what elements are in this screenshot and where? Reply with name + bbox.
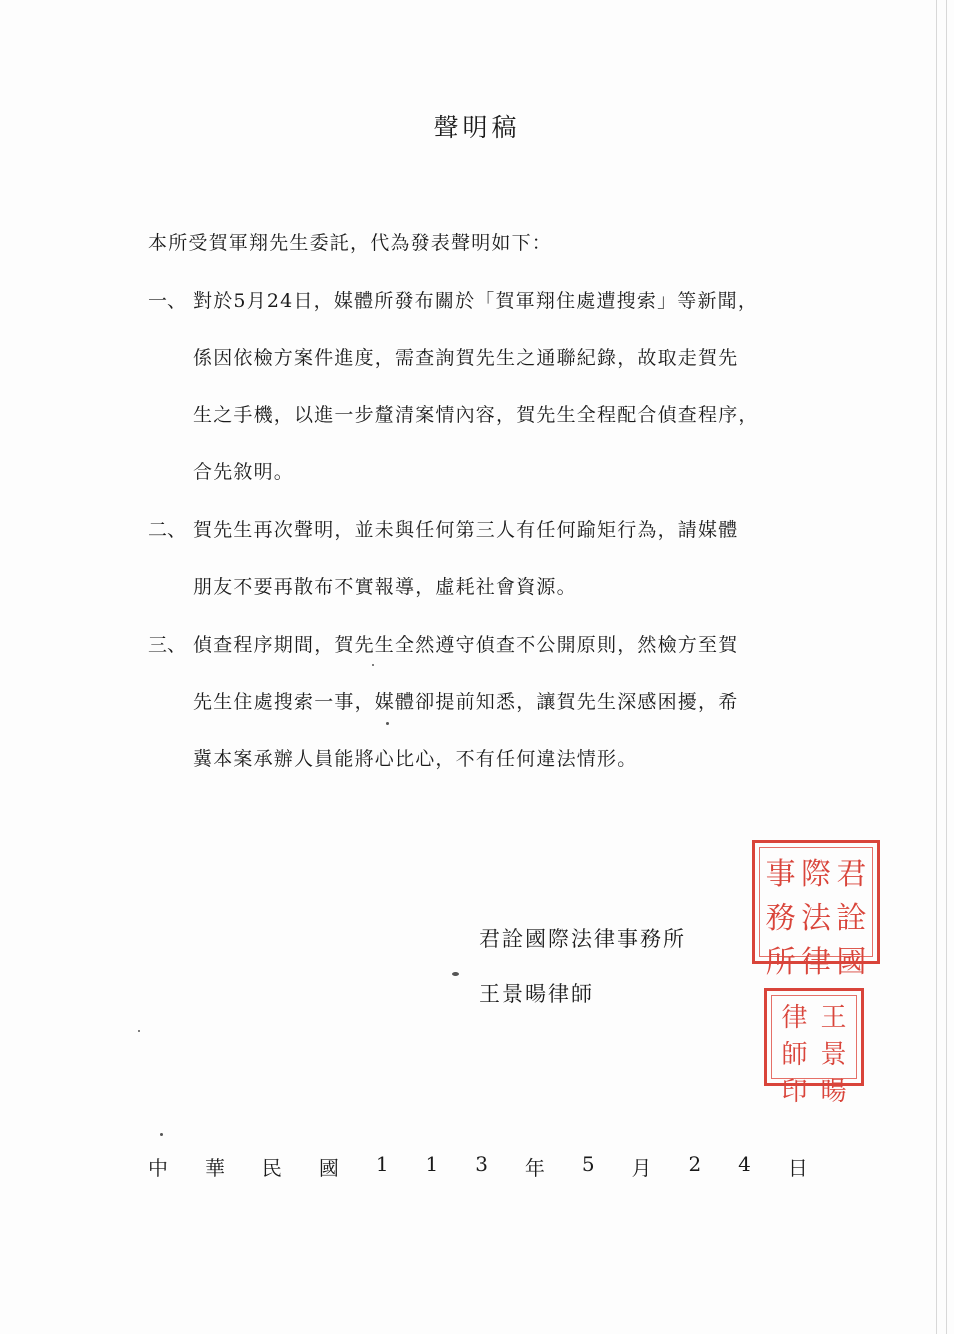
scan-speck [160, 1133, 163, 1136]
lawyer-seal-char: 師 [781, 1040, 808, 1070]
firm-seal-char: 事 [765, 857, 796, 892]
lawyer-seal-char: 王 [820, 1003, 847, 1033]
page-title: 聲明稿 [433, 113, 521, 142]
item-1-line-3: 生之手機，以進一步釐清案情內容，賀先生全程配合偵查程序， [193, 404, 759, 426]
signature-firm: 君詮國際法律事務所 [479, 927, 686, 951]
date-char: 日 [787, 1156, 808, 1180]
date-char: 月 [631, 1156, 652, 1180]
date-char: 民 [261, 1156, 282, 1180]
date-char: 5 [581, 1152, 595, 1176]
date-line [148, 1152, 808, 1181]
date-char: 華 [204, 1156, 225, 1180]
item-marker-2: 二、 [148, 519, 187, 541]
scan-speck [386, 722, 389, 725]
lawyer-seal-char: 律 [781, 1003, 808, 1033]
item-2-line-1: 賀先生再次聲明，並未與任何第三人有任何踰矩行為，請媒體 [193, 519, 739, 541]
item-3-line-2: 先生住處搜索一事，媒體卻提前知悉，讓賀先生深感困擾，希 [193, 691, 739, 713]
lawyer-seal-char: 景 [820, 1040, 847, 1070]
item-marker-1: 一、 [148, 290, 187, 312]
item-1-line-1: 對於5月24日，媒體所發布關於「賀軍翔住處遭搜索」等新聞， [193, 290, 759, 312]
firm-seal-stamp [752, 840, 880, 980]
intro-paragraph: 本所受賀軍翔先生委託，代為發表聲明如下： [148, 232, 553, 254]
item-1-line-2: 係因依檢方案件進度，需查詢賀先生之通聯紀錄，故取走賀先 [193, 347, 739, 369]
item-2-line-2: 朋友不要再散布不實報導，虛耗社會資源。 [193, 576, 577, 598]
date-char: 中 [148, 1156, 168, 1180]
firm-seal-char: 際 [801, 857, 831, 892]
firm-seal-char: 務 [765, 901, 796, 936]
item-1-line-4: 合先敘明。 [193, 461, 295, 483]
signature-lawyer: 王景暘律師 [479, 982, 594, 1006]
scan-edge-line [936, 0, 937, 1334]
item-3-line-3: 冀本案承辦人員能將心比心，不有任何違法情形。 [193, 748, 638, 770]
scan-speck [372, 664, 374, 666]
firm-seal-char: 君 [836, 857, 867, 892]
firm-seal-char: 詮 [836, 901, 867, 936]
date-char: 年 [524, 1156, 545, 1180]
date-char: 1 [375, 1152, 389, 1176]
firm-seal-char: 所 [765, 945, 796, 980]
scan-speck [452, 972, 459, 976]
date-char: 國 [318, 1156, 339, 1180]
lawyer-seal-stamp [764, 988, 864, 1107]
item-3-line-1: 偵查程序期間，賀先生全然遵守偵查不公開原則，然檢方至賀 [193, 634, 739, 656]
lawyer-seal-char: 印 [781, 1077, 808, 1107]
date-char: 4 [738, 1152, 751, 1176]
date-char: 2 [688, 1152, 702, 1176]
scan-speck [138, 1030, 140, 1032]
firm-seal-char: 律 [801, 945, 831, 980]
date-char: 3 [475, 1152, 488, 1176]
lawyer-seal-char: 暘 [820, 1077, 847, 1107]
date-char: 1 [425, 1152, 439, 1176]
firm-seal-char: 國 [836, 945, 867, 980]
firm-seal-char: 法 [801, 901, 831, 936]
item-marker-3: 三、 [148, 634, 187, 656]
scan-edge-line [946, 0, 947, 1334]
